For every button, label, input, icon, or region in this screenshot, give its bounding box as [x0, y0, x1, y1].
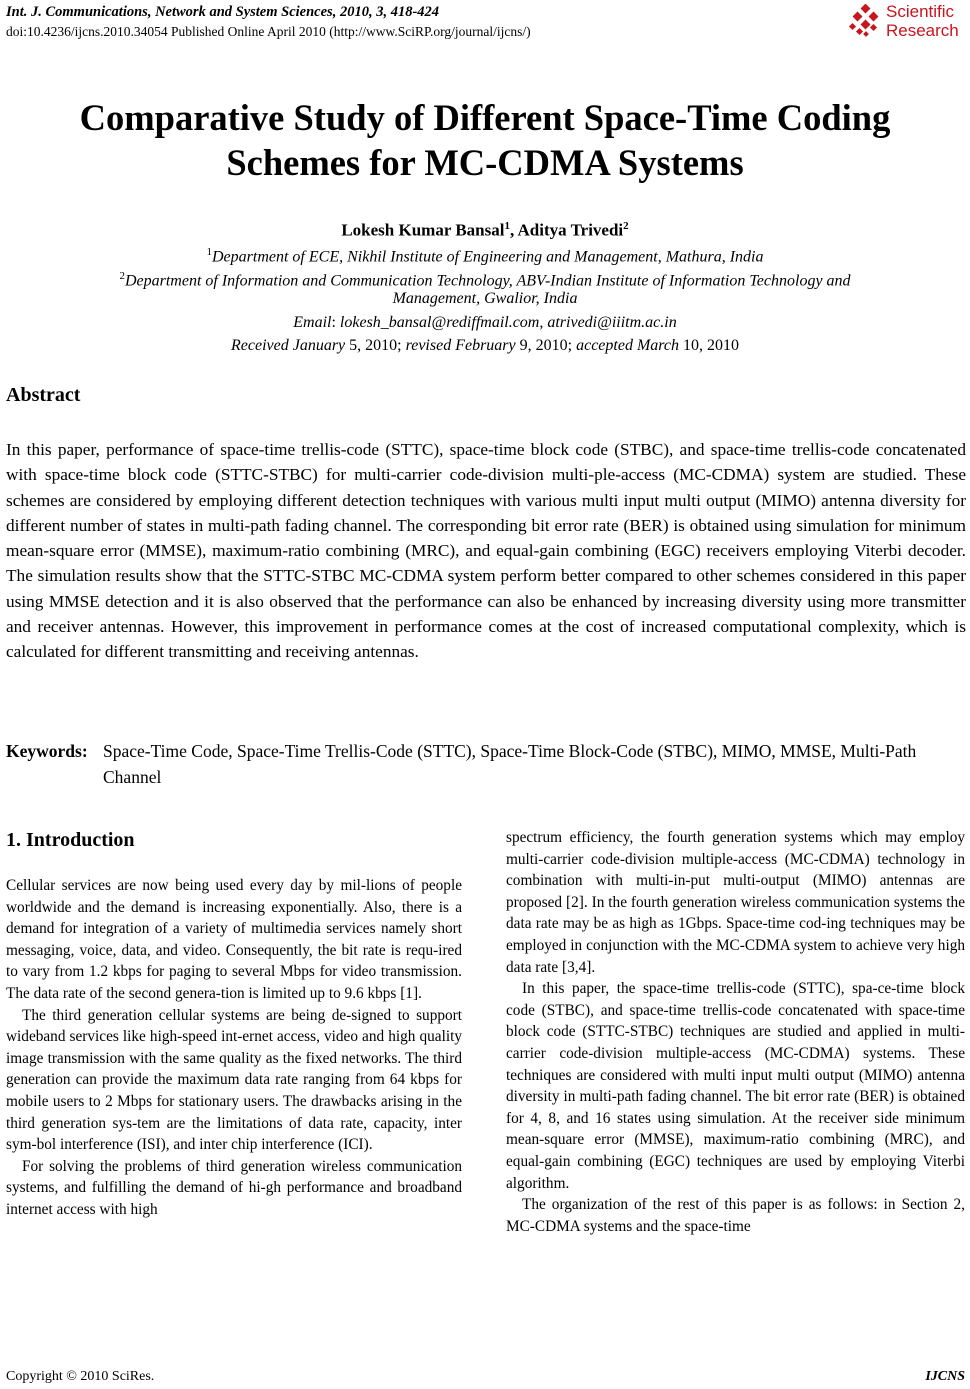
- logo-text: Scientific Research: [886, 2, 959, 40]
- journal-name: Int. J. Communications, Network and System Sciences,: [6, 4, 337, 20]
- journal-citation: [6, 4, 439, 21]
- publisher-logo: [848, 2, 970, 44]
- paragraph: spectrum efficiency, the fourth generation systems which may employ multi-carrier code-division multiple-access (MC-CDMA) technology in combination with multi-in-put multi-output (MIMO) antennas are proposed [2]. In the fourth generation wireless communication systems the data rate may be as high as 1Gbps. Space-time cod-ing techniques may be employed in conjunction with the MC-CDMA system to achieve very high data rate [3,4].: [506, 829, 965, 976]
- right-column: [506, 827, 965, 1237]
- affiliation-2: $^2$Department of Information and Communication Technology, ABV-Indian Institute of Information Technology and: [119, 270, 851, 290]
- keywords-label: Keywords:: [6, 741, 88, 761]
- abstract-text: In this paper, performance of space-time trellis-code (STTC), space-time block code (STBC), and space-time trellis-code concatenated with space-time block code (STTC-STBC) for multi-carrier code-division multi-ple-access (MC-CDMA) system are studied. These schemes are considered by employing different detection techniques with various multi input multi output (MIMO) antenna diversity for different number of states in multi-path fading channel. The corresponding bit error rate (BER) is obtained using simulation for minimum mean-square error (MMSE), maximum-ratio combining (MRC), and equal-gain combining (EGC) receivers employing Viterbi decoder. The simulation results show that the STTC-STBC MC-CDMA system perform better compared to other schemes considered in this paper using MMSE detection and it is also observed that the performance can also be enhanced by increasing diversity using more transmitter and receiver antennas. However, this improvement in performance comes at the cost of increased computational complexity, which is calculated for different transmitting and receiving antennas.: [6, 440, 966, 662]
- paper-title: Comparative Study of Different Space-Time Coding Schemes for MC-CDMA Systems: [79, 97, 891, 183]
- journal-volume: 2010, 3, 418-424: [339, 4, 440, 20]
- section-heading-introduction: 1. Introduction: [6, 829, 135, 851]
- paragraph: The organization of the rest of this paper is as follows: in Section 2, MC-CDMA systems and the space-time: [506, 1196, 965, 1235]
- paragraph: The third generation cellular systems are being de-signed to support wideband services like high-speed int-ernet access, video and high quality image transmission with the same quality as the fixed networks. The third generation can provide the maximum data rate ranging from 64 kbps for mobile users to 2 Mbps for stationary users. The drawbacks arising in the third generation sys-tem are the limitations of data rate, capacity, inter sym-bol interference (ISI), and inter chip interference (ICI).: [6, 1006, 462, 1154]
- left-column: [6, 875, 462, 1221]
- copyright-footer: Copyright © 2010 SciRes.: [6, 1369, 155, 1384]
- keywords-text: Space-Time Code, Space-Time Trellis-Code (STTC), Space-Time Block-Code (STBC), MIMO, MMSE, Multi-Path Channel: [103, 741, 917, 787]
- author-list: Lokesh Kumar Bansal$^1$, Aditya Trivedi$^2$: [341, 220, 629, 240]
- affiliation-2-cont: Management, Gwalior, India: [392, 290, 578, 307]
- scientific-research-logo-icon: [848, 4, 884, 40]
- paragraph: Cellular services are now being used every day by mil-lions of people worldwide and the demand is increasing exponentially. Also, there is a demand for integration of a variety of multimedia services namely short messaging, voice, data, and video. Consequently, the bit rate is requ-ired to vary from 1.2 kbps for paging to several Mbps for video transmission. The data rate of the second genera-tion is limited up to 9.6 kbps [1].: [6, 877, 462, 1002]
- affiliation-1: $^1$Department of ECE, Nikhil Institute of Engineering and Management, Mathura, India: [206, 246, 764, 266]
- paragraph: In this paper, the space-time trellis-code (STTC), spa-ce-time block code (STBC), and space-time trellis-code concatenated with space-time block code (STTC-STBC) techniques are studied and applied in multi-carrier code-division multiple-access (MC-CDMA) systems. These techniques are considered with multi input multi output (MIMO) antenna diversity in multi-path fading channel. The bit error rate (BER) is obtained for 4, 8, and 16 states using simulation. At the receiver side minimum mean-square error (MMSE), maximum-ratio combining (MRC), and equal-gain combining (EGC) techniques are used by employing Viterbi algorithm.: [506, 980, 965, 1192]
- journal-abbr-footer: IJCNS: [925, 1369, 965, 1384]
- doi-line: doi:10.4236/ijcns.2010.34054 Published Online April 2010 (http://www.SciRP.org/journal/ijcns/): [6, 24, 531, 39]
- paragraph: For solving the problems of third generation wireless communication systems, and fulfilling the demand of hi-gh performance and broadband internet access with high: [6, 1157, 462, 1218]
- abstract-heading: Abstract: [6, 384, 81, 406]
- dates-line: Received January 5, 2010; revised February 9, 2010; accepted March 10, 2010: [230, 337, 740, 354]
- email-line: Email: lokesh_bansal@rediffmail.com, atrivedi@iiitm.ac.in: [293, 314, 677, 331]
